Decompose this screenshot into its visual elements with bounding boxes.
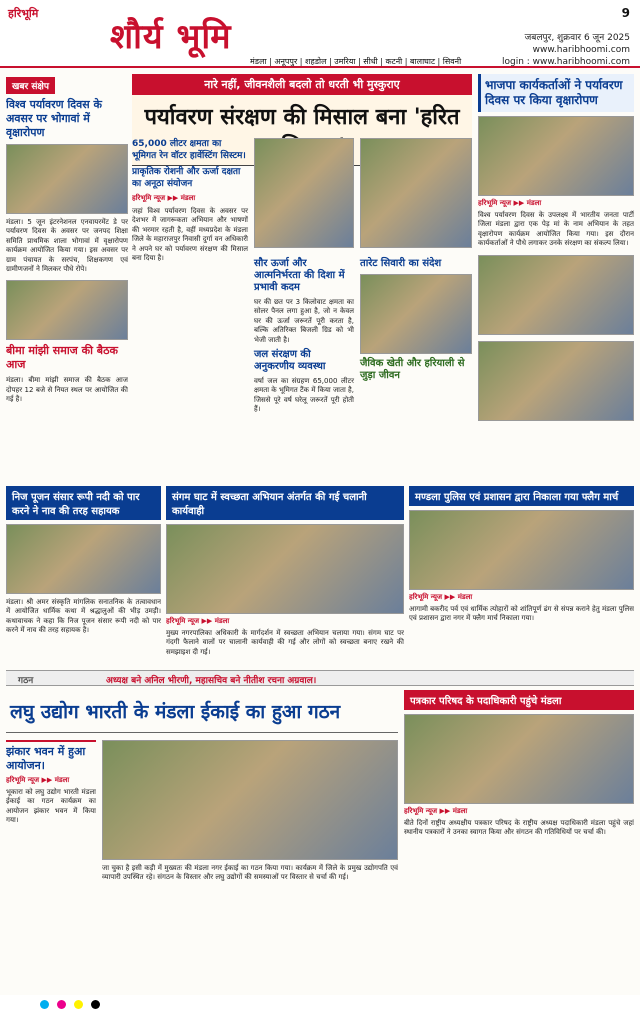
story-photo xyxy=(404,714,634,804)
print-registration-bar xyxy=(0,995,640,1015)
teaser-item: 65,000 लीटर क्षमता का भूमिगत रेन वॉटर हार्वेस्टिंग सिस्टम। xyxy=(132,139,246,161)
story-photo xyxy=(6,524,161,594)
story-body: बीते दिनों राष्ट्रीय अध्यक्षीय पत्रकार परिषद के राष्ट्रीय अध्यक्ष पदाधिकारी मंडला पहुंचे जहां स्थानीय पत्रकारों ने उनका स्वागत किया और संगठन की गतिविधियों पर चर्चा की। xyxy=(404,819,634,837)
yellow-dot xyxy=(74,1000,83,1009)
subhead: जल संरक्षण की अनुकरणीय व्यवस्था xyxy=(254,349,326,373)
magenta-dot xyxy=(57,1000,66,1009)
lead-body: जहां विश्व पर्यावरण दिवस के अवसर पर देशभर में जागरूकता अभियान और भाषणों की भरमार रहती है, वहीं मध्यप्रदेश के मंडला जिले के महाराजपुर निवासी दुर्गा वन अधिकारी ने अपने घर को पर्यावरण संरक्षण की मिसाल बना दिया है। xyxy=(132,207,248,263)
story-box xyxy=(404,690,634,990)
story-headline[interactable]: विश्व पर्यावरण दिवस के अवसर पर भोगावां में वृक्षारोपण xyxy=(6,98,102,139)
story-body: मुख्य नगरपालिका अधिकारी के मार्गदर्शन में स्वच्छता अभियान चलाया गया। संगम घाट पर गंदगी फैलाने वालों पर चालानी कार्यवाही की गई और लोगों को स्वच्छता बनाए रखने की समझाइश दी गई। xyxy=(166,629,404,656)
story-photo xyxy=(409,510,634,590)
story-body: आगामी बकरीद पर्व एवं धार्मिक त्योहारों को शांतिपूर्ण ढंग से संपन्न कराने हेतु मंडला पुलिस एवं प्रशासन द्वारा नगर में फ्लैग मार्च निकाला गया। xyxy=(409,605,634,623)
lead-body: घर की छत पर 3 किलोवाट क्षमता का सोलर पैनल लगा हुआ है, जो न केवल घर की ऊर्जा जरूरतें पूरी करता है, बल्कि अतिरिक्त बिजली ग्रिड को भी भेजी जाती है। xyxy=(254,298,354,344)
byline: हरिभूमि न्यूज ▶▶ मंडला xyxy=(409,593,473,601)
story-body: मंडला। बीमा मांझी समाज की बैठक आज दोपहर 12 बजे से नियत स्थल पर आयोजित की गई है। xyxy=(6,376,128,404)
news-brief-tag: खबर संक्षेप xyxy=(6,77,55,94)
byline: हरिभूमि न्यूज ▶▶ मंडला xyxy=(478,199,542,207)
page-number: 9 xyxy=(621,6,630,20)
middle-band xyxy=(6,486,634,666)
lead-teasers xyxy=(132,138,248,267)
lead-photo-house xyxy=(360,138,472,248)
story-photo xyxy=(478,255,634,335)
lead-photo-woman xyxy=(254,138,354,248)
lead-col-3 xyxy=(360,254,472,386)
subhead: जैविक खेती और हरियाली से जुड़ा जीवन xyxy=(360,358,465,381)
lead-headline[interactable]: पर्यावरण संरक्षण की मिसाल बना 'हरित xyxy=(132,95,472,166)
lead-kicker: नारे नहीं, जीवनशैली बदलो तो धरती भी मुस्कुराए xyxy=(132,74,472,95)
strip-label: गठन xyxy=(18,676,34,686)
story-headline[interactable]: निज पूजन संसार रूपी नदी को पार करने ने नाव की तरह सहायक xyxy=(6,486,161,520)
right-column xyxy=(478,74,634,482)
story-box xyxy=(166,486,404,666)
login-link[interactable]: login : www.haribhoomi.com xyxy=(502,57,630,67)
story-body: मंडला। श्री अमर संस्कृति मांगलिक सनातनिक के तत्वावधान में आयोजित धार्मिक कथा में श्रद्धालुओं की भीड़ उमड़ी। कथावाचक ने कहा कि निज पूजन संसार रूपी नदी को पार करने में नाव की तरह सहायक है। xyxy=(6,598,161,635)
story-headline[interactable]: पत्रकार परिषद के पदाधिकारी पहुंचे मंडला xyxy=(404,690,634,710)
lead-photo-man xyxy=(360,274,472,354)
byline: हरिभूमि न्यूज ▶▶ मंडला xyxy=(166,617,230,625)
story-headline[interactable]: मण्डला पुलिस एवं प्रशासन द्वारा निकाला गया फ्लैग मार्च xyxy=(409,486,634,506)
story-headline[interactable]: बीमा मांझी समाज की बैठक आज xyxy=(6,344,118,372)
black-dot xyxy=(91,1000,100,1009)
story-photo xyxy=(102,740,398,860)
subhead: तारेट सिवारी का संदेश xyxy=(360,258,442,269)
story-photo xyxy=(478,116,634,196)
gathan-strip xyxy=(6,670,634,686)
story-box xyxy=(6,486,161,666)
story-body: मंडला। 5 जून इंटरनेशनल एनवायरमेंट डे पर पर्यावरण दिवस के अवसर पर जनपद शिक्षा समिति प्राथमिक शाला भोगावां में वृक्षारोपण कार्यक्रम आयोजित किया गया। इस अवसर पर ग्राम पंचायत के सरपंच, शिक्षकगण एवं ग्रामीणजनों ने मिलकर पौधे रोपे। xyxy=(6,218,128,274)
story-box xyxy=(409,486,634,666)
brand-logo: हरिभूमि xyxy=(8,7,39,20)
teaser-item: प्राकृतिक रोशनी और ऊर्जा दक्षता का अनूठा संयोजन xyxy=(132,167,241,189)
story-body: भूकारा को लघु उद्योग भारती मंडला ईकाई का गठन कार्यक्रम का आयोजन झंकार भवन में किया गया। xyxy=(6,788,96,825)
subhead: सौर ऊर्जा और आत्मनिर्भरता की दिशा में प्रभावी कदम xyxy=(254,258,345,293)
strip-text: अध्यक्ष बने अनिल भीरणी, महासचिव बने नीतीश रचना अग्रवाल। xyxy=(106,676,317,686)
page-title: शौर्य भूमि xyxy=(110,17,232,57)
lead-col-2 xyxy=(254,254,354,415)
story-photo xyxy=(6,280,128,340)
district-list: मंडला | अनूपपुर | शहडोल | उमरिया | सीधी | कटनी | बालाघाट | सिवनी xyxy=(0,56,640,68)
story-sidebar xyxy=(6,740,96,990)
bottom-band xyxy=(6,690,634,990)
story-headline[interactable]: संगम घाट में स्वच्छता अभियान अंतर्गत की गई चलानी कार्यवाही xyxy=(166,486,404,520)
date-line: जबलपुर, शुक्रवार 6 जून 2025 xyxy=(524,33,630,43)
byline: हरिभूमि न्यूज ▶▶ मंडला xyxy=(132,194,196,202)
story-photo xyxy=(166,524,404,614)
website[interactable]: www.haribhoomi.com xyxy=(532,45,630,55)
story-body: विश्व पर्यावरण दिवस के उपलक्ष्य में भारतीय जनता पार्टी जिला मंडला द्वारा एक पेड़ मां के नाम अभियान के तहत वृक्षारोपण कार्यक्रम आयोजित किया गया। इस दौरान कार्यकर्ताओं ने पौधे लगाकर उनके संरक्षण का संकल्प लिया। xyxy=(478,211,634,248)
byline: हरिभूमि न्यूज ▶▶ मंडला xyxy=(6,776,70,784)
cyan-dot xyxy=(40,1000,49,1009)
story-photo xyxy=(478,341,634,421)
story-headline[interactable]: भाजपा कार्यकर्ताओं ने पर्यावरण दिवस पर किया वृक्षारोपण xyxy=(478,74,634,112)
subhead: झंकार भवन में हुआ आयोजन। xyxy=(6,740,96,773)
lead-story xyxy=(132,74,472,482)
left-column xyxy=(6,74,128,482)
lead-body: वर्षा जल का संग्रहण 65,000 लीटर क्षमता के भूमिगत टैंक में किया जाता है, जिससे पूरे वर्ष घरेलू जरूरतें पूरी होती हैं। xyxy=(254,377,354,414)
masthead xyxy=(0,0,640,68)
registration-dots xyxy=(40,1000,100,1009)
byline: हरिभूमि न्यूज ▶▶ मंडला xyxy=(404,807,468,815)
story-body: जा चुका है इसी कड़ी में मुख्यतः की मंडला नगर ईकाई का गठन किया गया। कार्यक्रम में जिले के प्रमुख उद्योगपति एवं व्यापारी उपस्थित रहे। संगठन के विस्तार और लघु उद्योगों की समस्याओं पर विस्तार से चर्चा की गई। xyxy=(102,864,398,882)
story-photo xyxy=(6,144,128,214)
story-headline[interactable]: लघु उद्योग भारती के मंडला ईकाई का हुआ गठन xyxy=(6,690,398,733)
story-main xyxy=(102,740,398,990)
